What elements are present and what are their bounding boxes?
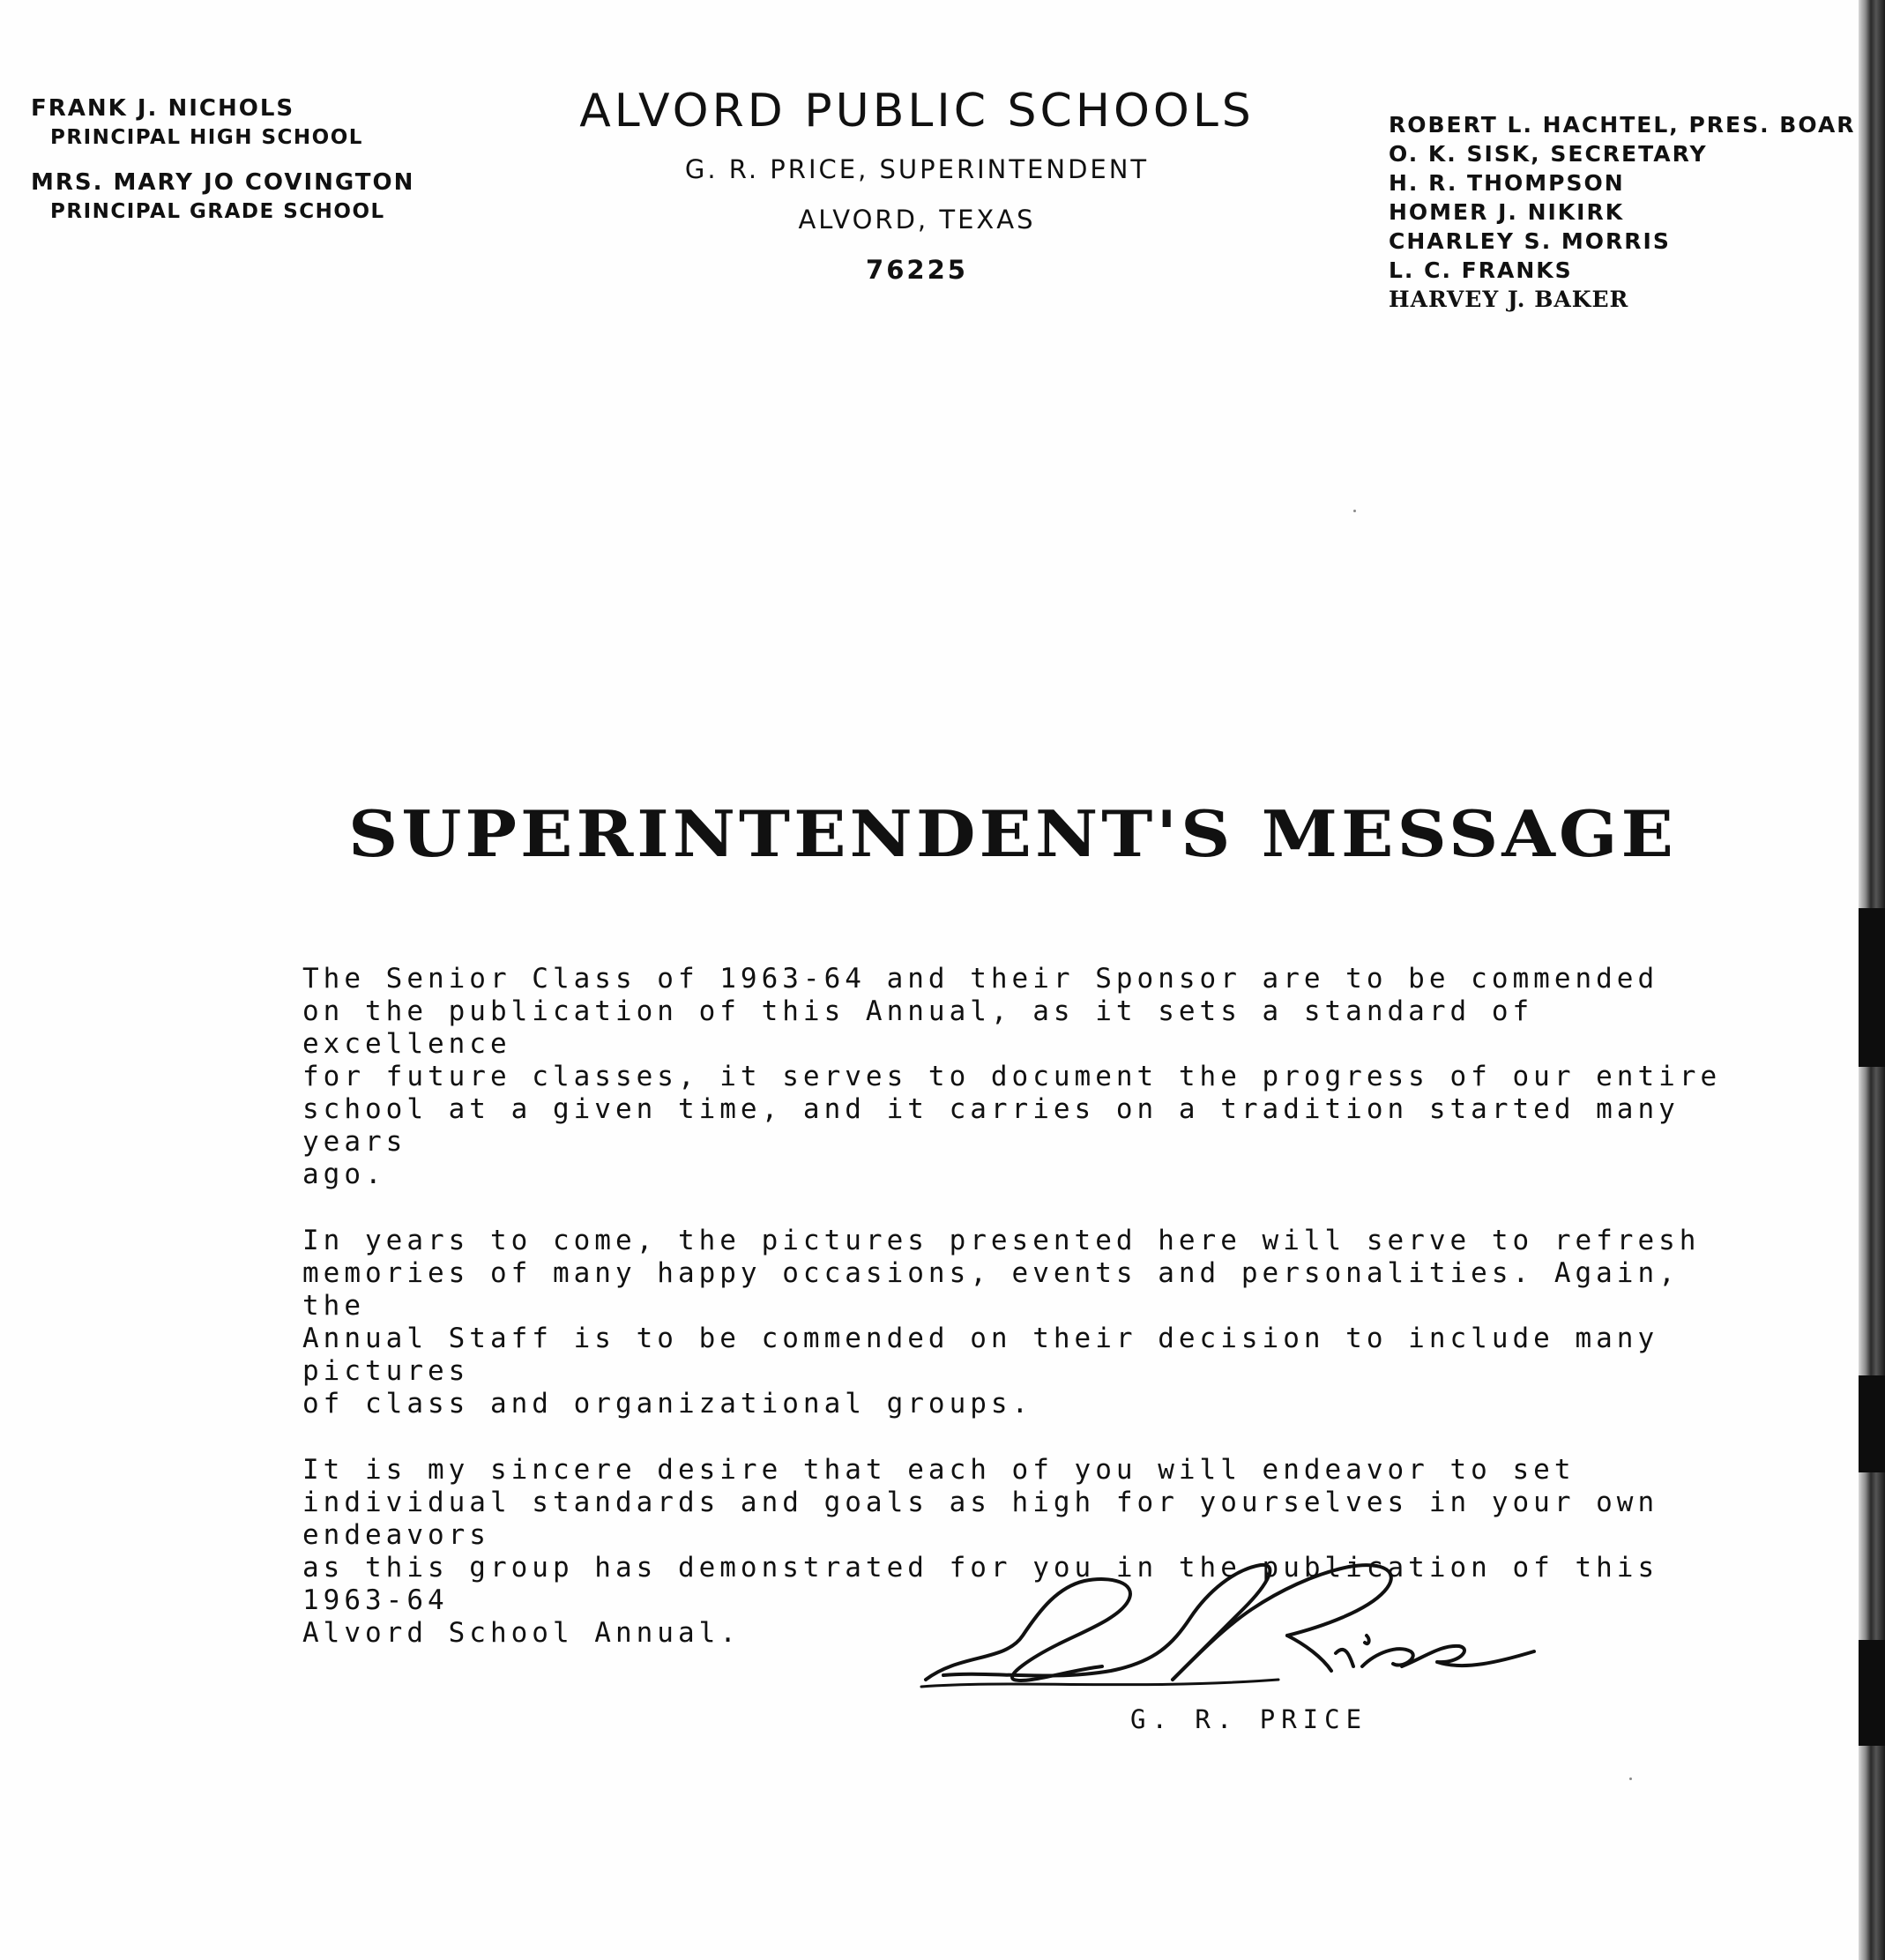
letterhead-center bbox=[516, 81, 1318, 287]
principal-high-school-title: PRINCIPAL HIGH SCHOOL bbox=[50, 126, 363, 149]
superintendent-line: G. R. PRICE, SUPERINTENDENT bbox=[684, 154, 1150, 184]
paragraph: In years to come, the pictures presented here will serve to refresh memories of many happy occasions, events and personalities. Again, the Annual Staff is to be commended on their decision to include many pictures of class and organizational groups. bbox=[302, 1225, 1701, 1420]
binding-band bbox=[1859, 1375, 1885, 1472]
principal-high-school-name: FRANK J. NICHOLS bbox=[31, 95, 295, 122]
principal-grade-school-name: MRS. MARY JO COVINGTON bbox=[31, 169, 415, 196]
paragraph: It is my sincere desire that each of you will endeavor to set individual standards and goals as high for yourselves in your own endeavors as this group has demonstrated for you in the publication of this 1963-64 Alvord School Annual. bbox=[302, 1454, 1659, 1649]
board-member: ROBERT L. HACHTEL, PRES. BOAR bbox=[1389, 112, 1856, 138]
city-line: ALVORD, TEXAS bbox=[798, 205, 1036, 235]
principal-grade-school-title: PRINCIPAL GRADE SCHOOL bbox=[50, 200, 385, 223]
board-member: O. K. SISK, SECRETARY bbox=[1389, 141, 1708, 167]
board-member: CHARLEY S. MORRIS bbox=[1389, 228, 1671, 254]
board-member: HOMER J. NIKIRK bbox=[1389, 199, 1625, 225]
handwritten-signature bbox=[908, 1547, 1543, 1702]
binding-edge bbox=[1859, 0, 1885, 1960]
school-name: ALVORD PUBLIC SCHOOLS bbox=[579, 85, 1255, 138]
paragraph: The Senior Class of 1963-64 and their Sponsor are to be commended on the publication of this Annual, as it sets a standard of excellence for future classes, it serves to document the progress of our entire school at a given time, and it carries on a tradition started many years ago. bbox=[302, 963, 1722, 1190]
zip-line: 76225 bbox=[866, 255, 968, 285]
school-board-list bbox=[1389, 110, 1856, 314]
binding-band bbox=[1859, 908, 1885, 1067]
binding-band bbox=[1859, 1640, 1885, 1746]
scan-speck bbox=[1629, 1777, 1632, 1780]
signatory-name: G. R. PRICE bbox=[1130, 1704, 1368, 1734]
board-member: HARVEY J. BAKER bbox=[1389, 287, 1629, 312]
board-member: L. C. FRANKS bbox=[1389, 257, 1573, 283]
scan-speck bbox=[1353, 510, 1356, 512]
message-heading: SUPERINTENDENT'S MESSAGE bbox=[348, 798, 1677, 872]
board-member: H. R. THOMPSON bbox=[1389, 170, 1625, 196]
